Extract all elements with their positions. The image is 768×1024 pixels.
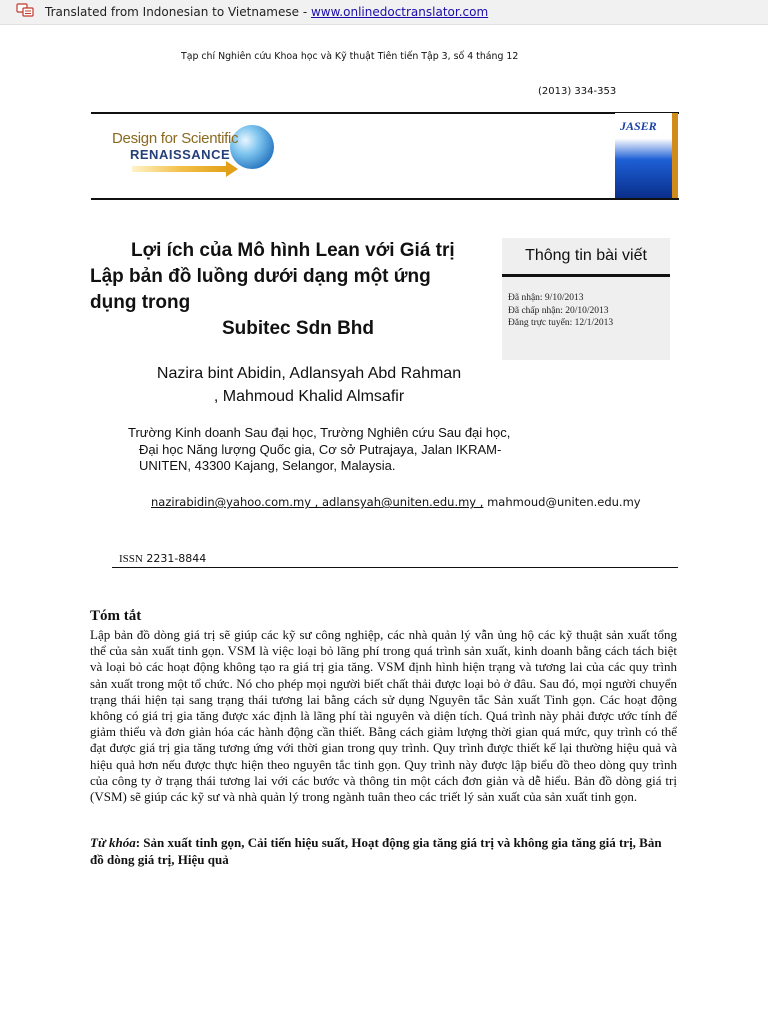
author-emails	[151, 495, 641, 509]
arrow-head-icon	[226, 161, 238, 177]
affiliation	[128, 425, 548, 475]
logo-line1: Design for Scientific	[112, 130, 239, 147]
logo-arrow	[132, 166, 228, 172]
cover-edge	[672, 113, 678, 198]
authors-line: Nazira bint Abidin, Adlansyah Abd Rahman	[156, 365, 462, 382]
translator-link[interactable]: www.onlinedoctranslator.com	[310, 5, 489, 19]
online-date: Đăng trực tuyến: 12/1/2013	[508, 318, 614, 328]
page-range: (2013) 334-353	[538, 86, 617, 97]
info-dates	[508, 292, 613, 330]
keywords-text: : Sản xuất tinh gọn, Cải tiến hiệu suất, Hoạt động gia tăng giá trị và không gia tăng giá trị, Bản đồ dòng giá trị, Hiệu quả	[90, 835, 662, 867]
email-plain: mahmoud@uniten.edu.my	[483, 495, 641, 509]
cover-title: JASER	[620, 119, 657, 133]
journal-citation: Tạp chí Nghiên cứu Khoa học và Kỹ thuật Tiên tiến Tập 3, số 4 tháng 12	[181, 51, 519, 62]
publisher-logo	[112, 122, 280, 184]
issn-value: 2231-8844	[142, 552, 207, 565]
abstract-heading: Tóm tắt	[90, 608, 142, 624]
issn	[119, 552, 206, 565]
keywords-label: Từ khóa	[90, 835, 136, 850]
affiliation-line: Đại học Năng lượng Quốc gia, Cơ sở Putrajaya, Jalan IKRAM-	[139, 441, 502, 457]
title-line: Subitec Sdn Bhd	[222, 318, 374, 339]
abstract-text: Lập bản đồ dòng giá trị sẽ giúp các kỹ sư công nghiệp, các nhà quản lý vẫn ủng hộ các kỹ thuật sản xuất tổng thể của sản xuất tinh gọn. VSM là việc loại bỏ lãng phí trong quá trình sản xuất, kinh doanh bằng cách tách biệt và loại bỏ các hoạt động không tạo ra giá trị gia tăng. VSM định hình hiện trạng và tương lai của các quy trình sản xuất trong một tổ chức. Nó cho phép mọi người biết chất thải được loại bỏ ở đâu. Sau đó, mọi người chuyển trạng thái hiện tại sang trạng thái tương lai bằng cách sử dụng Nguyên tắc Sản xuất Tinh gọn. Các hoạt động không có giá trị gia tăng được xác định là lãng phí tài nguyên và diện tích. Quá trình này phải được ước tính để giảm thiểu và đơn giản hóa các hành động cần thiết. Bằng cách giảm lượng thời gian quá mức, quy trình có thể đạt được giá trị gia tăng tương ứng với thời gian trong quy trình. Quy trình được thiết kế lại thường hiệu quả và hiệu quả hơn nếu được thực hiện theo nguyên tắc tinh gọn. Quy trình này được lập biểu đồ theo dòng quy trình của công ty ở trạng thái tương lai với các bước và thông tin một cách đơn giản và dễ hiểu. Bản đồ dòng giá trị (VSM) sẽ giúp các kỹ sư và nhà quản lý trong ngành tuân theo các triết lý sản xuất của sản xuất tinh gọn.	[90, 627, 677, 805]
logo-line2: RENAISSANCE	[130, 147, 231, 162]
translate-icon	[16, 3, 34, 17]
article-info-box	[502, 238, 670, 360]
header-rule-bottom	[91, 198, 679, 200]
received-date: Đã nhận: 9/10/2013	[508, 293, 584, 303]
journal-cover	[615, 113, 678, 198]
keywords	[90, 834, 677, 868]
issn-rule	[112, 567, 678, 568]
article-title	[90, 238, 490, 342]
affiliation-line: Trường Kinh doanh Sau đại học, Trường Nghiên cứu Sau đại học,	[128, 425, 511, 440]
banner-text	[45, 5, 488, 19]
translator-banner	[0, 0, 768, 25]
title-line: Lập bản đồ luồng dưới dạng một ứng	[90, 266, 431, 287]
header-rule-top	[91, 112, 679, 114]
accepted-date: Đã chấp nhận: 20/10/2013	[508, 305, 609, 316]
title-line: Lợi ích của Mô hình Lean với Giá trị	[131, 240, 455, 261]
affiliation-line: UNITEN, 43300 Kajang, Selangor, Malaysia.	[139, 458, 396, 473]
info-heading: Thông tin bài viết	[502, 238, 670, 277]
banner-prefix: Translated from Indonesian to Vietnamese -	[45, 5, 311, 19]
author-list	[124, 362, 494, 408]
authors-line: , Mahmoud Khalid Almsafir	[213, 388, 405, 405]
issn-label: ISSN	[119, 553, 143, 565]
email-links[interactable]: nazirabidin@yahoo.com.my , adlansyah@uniten.edu.my ,	[151, 495, 484, 509]
title-line: dụng trong	[90, 292, 191, 313]
